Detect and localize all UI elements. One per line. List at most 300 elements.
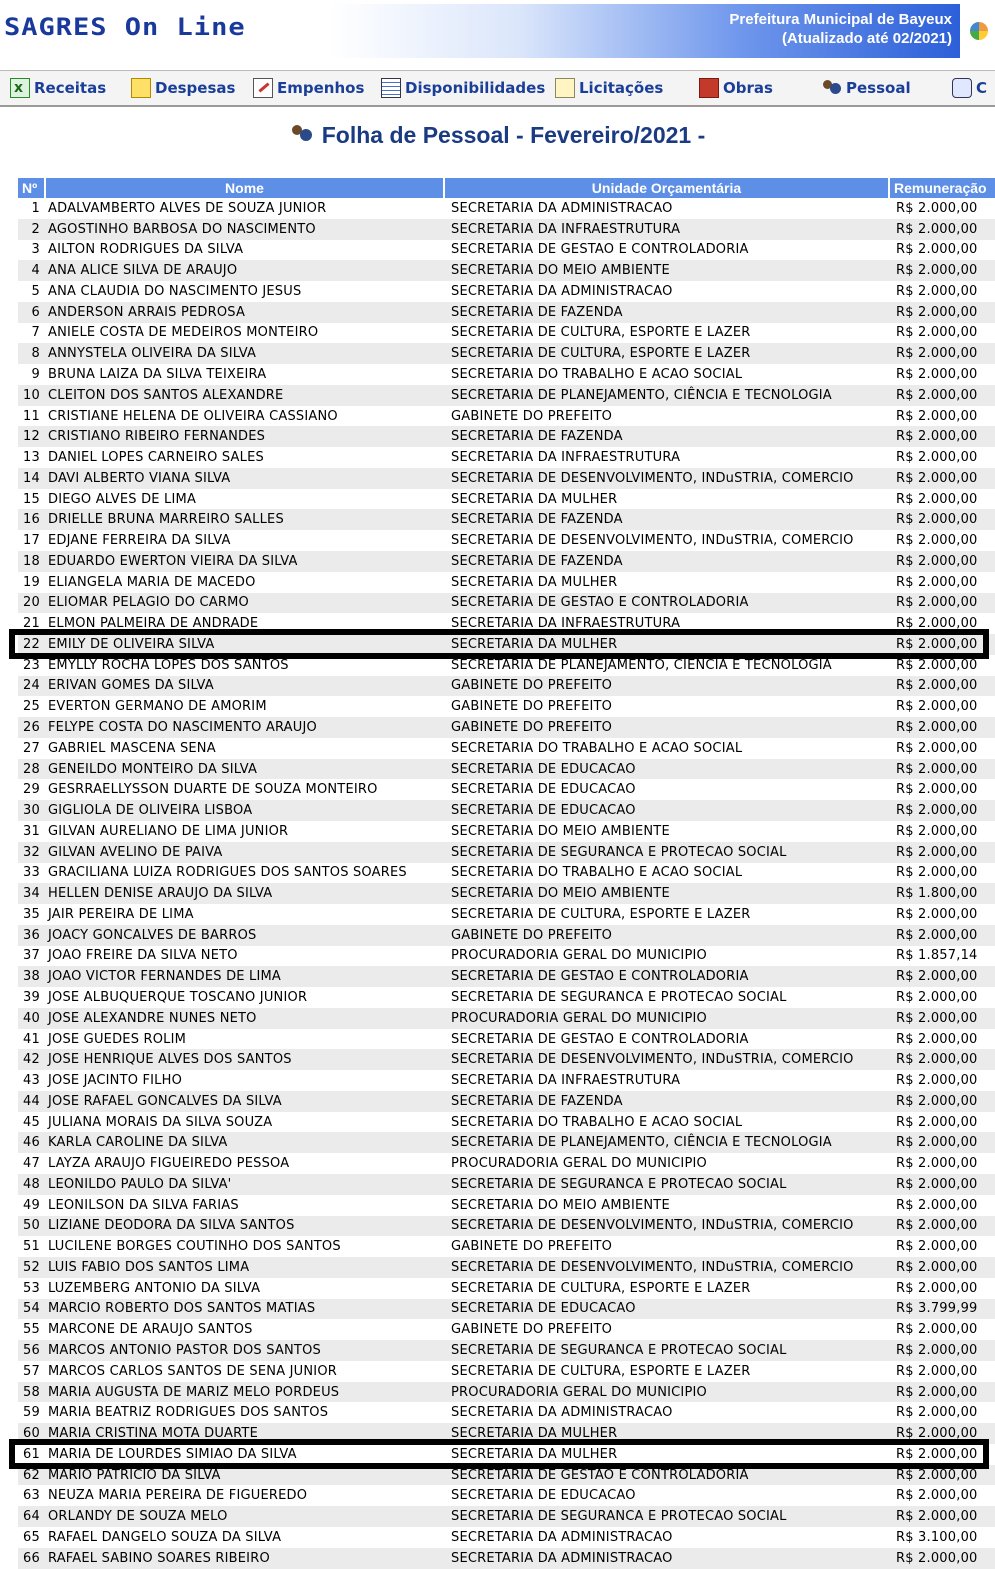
budget-unit: SECRETARIA DO TRABALHO E ACAO SOCIAL — [451, 740, 743, 756]
table-row[interactable] — [18, 738, 995, 759]
salary-value: R$ 2.000,00 — [896, 1031, 978, 1047]
employee-name: JOSE GUEDES ROLIM — [48, 1031, 187, 1047]
employee-name: GILVAN AVELINO DE PAIVA — [46, 842, 445, 863]
licitacoes-icon — [555, 78, 575, 98]
table-row[interactable] — [18, 1216, 995, 1237]
row-number: 39 — [23, 989, 40, 1005]
employee-name: JOSE JACINTO FILHO — [48, 1073, 183, 1089]
table-row[interactable] — [18, 1070, 995, 1091]
table-row[interactable] — [18, 1444, 995, 1465]
table-row[interactable] — [18, 385, 995, 406]
row-number: 65 — [23, 1529, 40, 1545]
table-row[interactable] — [18, 1236, 995, 1257]
row-number: 47 — [23, 1156, 40, 1172]
salary-value: R$ 2.000,00 — [890, 1008, 995, 1029]
menu-empenhos[interactable] — [253, 77, 364, 99]
salary-value: R$ 2.000,00 — [890, 260, 995, 281]
employee-name: MARCONE DE ARAUJO SANTOS — [48, 1322, 253, 1338]
budget-unit: SECRETARIA DE GESTAO E CONTROLADORIA — [451, 1031, 749, 1047]
employee-name: RAFAEL DANGELO SOUZA DA SILVA — [48, 1529, 282, 1545]
next-menu-icon — [952, 78, 972, 98]
employee-name: MARIA CRISTINA MOTA DUARTE — [46, 1423, 445, 1444]
row-number: 4 — [18, 260, 46, 281]
table-row[interactable] — [18, 219, 995, 240]
table-row[interactable] — [18, 1423, 995, 1444]
table-row[interactable] — [18, 1112, 995, 1133]
salary-value: R$ 2.000,00 — [896, 1322, 978, 1338]
employee-name: ANNYSTELA OLIVEIRA DA SILVA — [46, 343, 445, 364]
salary-value: R$ 1.800,00 — [890, 883, 995, 904]
salary-value: R$ 3.100,00 — [896, 1529, 978, 1545]
table-row[interactable] — [18, 509, 995, 530]
table-row[interactable] — [18, 842, 995, 863]
table-row[interactable] — [18, 240, 995, 261]
salary-value: R$ 2.000,00 — [896, 533, 978, 549]
empenhos-icon — [253, 78, 273, 98]
employee-name: JOSE RAFAEL GONCALVES DA SILVA — [46, 1091, 445, 1112]
salary-value: R$ 2.000,00 — [890, 509, 995, 530]
table-row[interactable] — [18, 1465, 995, 1486]
employee-name: DAVI ALBERTO VIANA SILVA — [46, 468, 445, 489]
table-row[interactable] — [18, 198, 995, 219]
budget-unit: SECRETARIA DE CULTURA, ESPORTE E LAZER — [451, 906, 751, 922]
salary-value: R$ 2.000,00 — [896, 574, 978, 590]
row-number: 24 — [18, 676, 46, 697]
budget-unit: SECRETARIA DE SEGURANCA E PROTECAO SOCIAL — [445, 1506, 890, 1527]
menu-despesas[interactable] — [131, 77, 235, 99]
employee-name: LEONILDO PAULO DA SILVA' — [46, 1174, 445, 1195]
budget-unit: SECRETARIA DE SEGURANCA E PROTECAO SOCIAL — [445, 842, 890, 863]
table-row[interactable] — [18, 260, 995, 281]
budget-unit: SECRETARIA DO TRABALHO E ACAO SOCIAL — [451, 367, 743, 382]
budget-unit: SECRETARIA DO MEIO AMBIENTE — [445, 883, 890, 904]
salary-value: R$ 2.000,00 — [896, 823, 978, 839]
salary-value: R$ 2.000,00 — [896, 408, 978, 424]
employee-name: ANA ALICE SILVA DE ARAUJO — [46, 260, 445, 281]
salary-value: R$ 2.000,00 — [896, 1488, 978, 1504]
budget-unit: SECRETARIA DO TRABALHO E ACAO SOCIAL — [451, 1114, 743, 1130]
salary-value: R$ 2.000,00 — [896, 283, 978, 299]
employee-name: LIZIANE DEODORA DA SILVA SANTOS — [46, 1216, 445, 1237]
salary-value: R$ 2.000,00 — [896, 1197, 978, 1213]
employee-name: AILTON RODRIGUES DA SILVA — [48, 242, 244, 258]
row-number: 33 — [23, 865, 40, 881]
row-number: 38 — [18, 966, 46, 987]
table-row[interactable] — [18, 406, 995, 427]
salary-value: R$ 2.000,00 — [890, 343, 995, 364]
menu-label: Obras — [723, 79, 773, 97]
row-number: 56 — [18, 1340, 46, 1361]
salary-value: R$ 2.000,00 — [896, 491, 978, 507]
menu-pessoal[interactable] — [822, 77, 911, 99]
salary-value: R$ 2.000,00 — [890, 1174, 995, 1195]
employee-name: EVERTON GERMANO DE AMORIM — [48, 699, 267, 715]
table-row[interactable] — [18, 634, 995, 655]
employee-name: ELMON PALMEIRA DE ANDRADE — [48, 616, 259, 632]
employee-name: EMYLLY ROCHA LOPES DOS SANTOS — [48, 657, 289, 673]
employee-name: GABRIEL MASCENA SENA — [48, 740, 216, 756]
budget-unit: SECRETARIA DA MULHER — [445, 1423, 890, 1444]
budget-unit: SECRETARIA DE DESENVOLVIMENTO, INDuSTRIA, COMERCIO — [445, 1216, 890, 1237]
salary-value: R$ 2.000,00 — [896, 325, 978, 341]
menu-label: Licitações — [579, 79, 664, 97]
salary-value: R$ 2.000,00 — [896, 782, 978, 798]
budget-unit: SECRETARIA DE SEGURANCA E PROTECAO SOCIAL — [451, 989, 787, 1005]
budget-unit: SECRETARIA DE GESTAO E CONTROLADORIA — [445, 593, 890, 614]
salary-value: R$ 2.000,00 — [896, 865, 978, 881]
row-number: 30 — [18, 800, 46, 821]
obras-icon — [699, 78, 719, 98]
salary-value: R$ 2.000,00 — [890, 551, 995, 572]
row-number: 48 — [18, 1174, 46, 1195]
table-row[interactable] — [18, 800, 995, 821]
salary-value: R$ 1.857,14 — [896, 948, 978, 964]
budget-unit: SECRETARIA DE FAZENDA — [445, 509, 890, 530]
employee-name: DRIELLE BRUNA MARREIRO SALLES — [46, 509, 445, 530]
budget-unit: SECRETARIA DA MULHER — [451, 1446, 618, 1462]
salary-value: R$ 2.000,00 — [890, 759, 995, 780]
row-number: 5 — [31, 283, 40, 299]
table-row[interactable] — [18, 302, 995, 323]
salary-value: R$ 2.000,00 — [890, 634, 995, 655]
table-row[interactable] — [18, 1361, 995, 1382]
budget-unit: GABINETE DO PREFEITO — [451, 408, 613, 424]
menu-obras[interactable] — [699, 77, 773, 99]
payroll-table — [18, 178, 995, 1569]
table-row[interactable] — [18, 925, 995, 946]
people-icon — [290, 125, 314, 145]
table-row[interactable] — [18, 1195, 995, 1216]
table-row[interactable] — [18, 1132, 995, 1153]
employee-name: ADALVAMBERTO ALVES DE SOUZA JUNIOR — [48, 200, 327, 216]
menu-receitas[interactable] — [10, 77, 106, 99]
budget-unit: GABINETE DO PREFEITO — [445, 717, 890, 738]
employee-name: LUIS FABIO DOS SANTOS LIMA — [46, 1257, 445, 1278]
table-row[interactable] — [18, 1548, 995, 1569]
employee-name: MARIO PATRICIO DA SILVA — [46, 1465, 445, 1486]
banner-title: Prefeitura Municipal de Bayeux — [729, 11, 952, 28]
salary-value: R$ 2.000,00 — [896, 657, 978, 673]
browser-corner-icon[interactable] — [970, 22, 988, 40]
budget-unit: SECRETARIA DE FAZENDA — [445, 302, 890, 323]
salary-value: R$ 2.000,00 — [890, 593, 995, 614]
table-row[interactable] — [18, 696, 995, 717]
budget-unit: SECRETARIA DE EDUCACAO — [445, 759, 890, 780]
row-number: 15 — [23, 491, 40, 507]
employee-name: FELYPE COSTA DO NASCIMENTO ARAUJO — [46, 717, 445, 738]
page-title-text: Folha de Pessoal - Fevereiro/2021 - — [321, 122, 706, 148]
table-row[interactable] — [18, 779, 995, 800]
employee-name: GIGLIOLA DE OLIVEIRA LISBOA — [46, 800, 445, 821]
salary-value: R$ 2.000,00 — [896, 1114, 978, 1130]
table-row[interactable] — [18, 1049, 995, 1070]
salary-value: R$ 2.000,00 — [896, 242, 978, 258]
table-row[interactable] — [18, 1485, 995, 1506]
table-row[interactable] — [18, 1340, 995, 1361]
banner-updated: (Atualizado até 02/2021) — [781, 30, 952, 47]
row-number: 3 — [31, 242, 40, 258]
table-row[interactable] — [18, 593, 995, 614]
budget-unit: SECRETARIA DE FAZENDA — [445, 551, 890, 572]
salary-value: R$ 2.000,00 — [896, 1239, 978, 1255]
employee-name: CLEITON DOS SANTOS ALEXANDRE — [46, 385, 445, 406]
row-number: 16 — [18, 509, 46, 530]
menu-more[interactable] — [952, 77, 987, 99]
budget-unit: SECRETARIA DE SEGURANCA E PROTECAO SOCIAL — [445, 1174, 890, 1195]
employee-name: ANIELE COSTA DE MEDEIROS MONTEIRO — [48, 325, 319, 341]
salary-value: R$ 3.799,99 — [890, 1299, 995, 1320]
row-number: 58 — [18, 1382, 46, 1403]
col-header-unidade[interactable]: Unidade Orçamentária — [445, 178, 890, 198]
employee-name: DIEGO ALVES DE LIMA — [48, 491, 197, 507]
site-header — [0, 0, 995, 66]
row-number: 53 — [23, 1280, 40, 1296]
row-number: 26 — [18, 717, 46, 738]
table-row[interactable] — [18, 1527, 995, 1548]
salary-value: R$ 2.000,00 — [890, 1132, 995, 1153]
budget-unit: SECRETARIA DE EDUCACAO — [451, 1488, 636, 1504]
salary-value: R$ 2.000,00 — [890, 1091, 995, 1112]
table-header-row — [18, 178, 995, 198]
row-number: 27 — [23, 740, 40, 756]
budget-unit: GABINETE DO PREFEITO — [451, 699, 613, 715]
row-number: 32 — [18, 842, 46, 863]
row-number: 42 — [18, 1049, 46, 1070]
table-row[interactable] — [18, 364, 995, 385]
table-row[interactable] — [18, 821, 995, 842]
budget-unit: SECRETARIA DA ADMINISTRACAO — [445, 1548, 890, 1569]
row-number: 45 — [23, 1114, 40, 1130]
table-row[interactable] — [18, 426, 995, 447]
employee-name: MARIA AUGUSTA DE MARIZ MELO PORDEUS — [46, 1382, 445, 1403]
employee-name: CRISTIANO RIBEIRO FERNANDES — [46, 426, 445, 447]
row-number: 7 — [31, 325, 40, 341]
table-row[interactable] — [18, 1402, 995, 1423]
row-number: 23 — [23, 657, 40, 673]
employee-name: ERIVAN GOMES DA SILVA — [46, 676, 445, 697]
row-number: 61 — [23, 1446, 40, 1462]
table-row[interactable] — [18, 1153, 995, 1174]
row-number: 62 — [18, 1465, 46, 1486]
disponibilidades-icon — [381, 78, 401, 98]
table-row[interactable] — [18, 530, 995, 551]
table-row[interactable] — [18, 1299, 995, 1320]
employee-name: GENEILDO MONTEIRO DA SILVA — [46, 759, 445, 780]
budget-unit: SECRETARIA DO MEIO AMBIENTE — [451, 823, 670, 839]
salary-value: R$ 2.000,00 — [896, 1156, 978, 1172]
row-number: 8 — [18, 343, 46, 364]
salary-value: R$ 2.000,00 — [890, 800, 995, 821]
budget-unit: SECRETARIA DA ADMINISTRACAO — [451, 200, 673, 216]
employee-name: JOACY GONCALVES DE BARROS — [46, 925, 445, 946]
salary-value: R$ 2.000,00 — [890, 1340, 995, 1361]
budget-unit: SECRETARIA DA INFRAESTRUTURA — [451, 450, 681, 466]
employee-name: ANDERSON ARRAIS PEDROSA — [46, 302, 445, 323]
employee-name: DANIEL LOPES CARNEIRO SALES — [48, 450, 264, 466]
budget-unit: SECRETARIA DO TRABALHO E ACAO SOCIAL — [451, 865, 743, 881]
employee-name: RAFAEL SABINO SOARES RIBEIRO — [46, 1548, 445, 1569]
menu-label: C — [976, 79, 988, 97]
employee-name: JAIR PEREIRA DE LIMA — [48, 906, 194, 922]
row-number: 57 — [23, 1363, 40, 1379]
row-number: 55 — [23, 1322, 40, 1338]
budget-unit: SECRETARIA DE PLANEJAMENTO, CIÊNCIA E TECNOLOGIA — [445, 1132, 890, 1153]
employee-name: JOAO FREIRE DA SILVA NETO — [48, 948, 238, 964]
row-number: 21 — [23, 616, 40, 632]
budget-unit: SECRETARIA DO MEIO AMBIENTE — [451, 1197, 670, 1213]
row-number: 35 — [23, 906, 40, 922]
receitas-icon: x — [10, 78, 30, 98]
row-number: 37 — [23, 948, 40, 964]
employee-name: AGOSTINHO BARBOSA DO NASCIMENTO — [46, 219, 445, 240]
salary-value: R$ 2.000,00 — [896, 989, 978, 1005]
pessoal-icon — [822, 78, 842, 98]
employee-name: CRISTIANE HELENA DE OLIVEIRA CASSIANO — [48, 408, 338, 424]
row-number: 34 — [18, 883, 46, 904]
row-number: 12 — [18, 426, 46, 447]
row-number: 1 — [31, 200, 40, 216]
salary-value: R$ 2.000,00 — [890, 1049, 995, 1070]
employee-name: HELLEN DENISE ARAUJO DA SILVA — [46, 883, 445, 904]
salary-value: R$ 2.000,00 — [896, 699, 978, 715]
employee-name: MARCOS ANTONIO PASTOR DOS SANTOS — [46, 1340, 445, 1361]
row-number: 36 — [18, 925, 46, 946]
budget-unit: GABINETE DO PREFEITO — [445, 676, 890, 697]
budget-unit: PROCURADORIA GERAL DO MUNICIPIO — [445, 1008, 890, 1029]
table-row[interactable] — [18, 1091, 995, 1112]
row-number: 54 — [18, 1299, 46, 1320]
budget-unit: SECRETARIA DA ADMINISTRACAO — [451, 1405, 673, 1421]
employee-name: MARIA DE LOURDES SIMIAO DA SILVA — [48, 1446, 297, 1462]
table-row[interactable] — [18, 1506, 995, 1527]
table-row[interactable] — [18, 946, 995, 967]
table-row[interactable] — [18, 987, 995, 1008]
row-number: 59 — [23, 1405, 40, 1421]
table-row[interactable] — [18, 343, 995, 364]
table-row[interactable] — [18, 676, 995, 697]
table-row[interactable] — [18, 613, 995, 634]
row-number: 64 — [18, 1506, 46, 1527]
employee-name: JOSE HENRIQUE ALVES DOS SANTOS — [46, 1049, 445, 1070]
col-header-nome[interactable]: Nome — [46, 178, 445, 198]
budget-unit: SECRETARIA DE DESENVOLVIMENTO, INDuSTRIA, COMERCIO — [445, 468, 890, 489]
budget-unit: PROCURADORIA GERAL DO MUNICIPIO — [451, 1156, 707, 1172]
table-row[interactable] — [18, 1174, 995, 1195]
salary-value: R$ 2.000,00 — [896, 1073, 978, 1089]
employee-name: LUZEMBERG ANTONIO DA SILVA — [48, 1280, 261, 1296]
employee-name: GRACILIANA LUIZA RODRIGUES DOS SANTOS SOARES — [48, 865, 407, 881]
table-row[interactable] — [18, 655, 995, 676]
employee-name: ORLANDY DE SOUZA MELO — [46, 1506, 445, 1527]
row-number: 10 — [18, 385, 46, 406]
budget-unit: SECRETARIA DE CULTURA, ESPORTE E LAZER — [451, 325, 751, 341]
table-row[interactable] — [18, 1319, 995, 1340]
employee-name: JOSE ALEXANDRE NUNES NETO — [46, 1008, 445, 1029]
table-row[interactable] — [18, 759, 995, 780]
row-number: 44 — [18, 1091, 46, 1112]
row-number: 20 — [18, 593, 46, 614]
salary-value: R$ 2.000,00 — [890, 966, 995, 987]
row-number: 46 — [18, 1132, 46, 1153]
despesas-icon — [131, 78, 151, 98]
salary-value: R$ 2.000,00 — [890, 302, 995, 323]
budget-unit: SECRETARIA DE PLANEJAMENTO, CIÊNCIA E TECNOLOGIA — [451, 657, 832, 673]
budget-unit: SECRETARIA DA ADMINISTRACAO — [451, 283, 673, 299]
table-row[interactable] — [18, 489, 995, 510]
table-row[interactable] — [18, 1029, 995, 1050]
employee-name: ANA CLAUDIA DO NASCIMENTO JESUS — [48, 283, 302, 299]
row-number: 60 — [18, 1423, 46, 1444]
table-row[interactable] — [18, 717, 995, 738]
row-number: 50 — [18, 1216, 46, 1237]
row-number: 13 — [23, 450, 40, 466]
table-row[interactable] — [18, 447, 995, 468]
table-row[interactable] — [18, 966, 995, 987]
col-header-remuneracao[interactable]: Remuneração — [890, 178, 995, 198]
table-row[interactable] — [18, 1257, 995, 1278]
row-number: 31 — [23, 823, 40, 839]
table-row[interactable] — [18, 883, 995, 904]
budget-unit: SECRETARIA DO MEIO AMBIENTE — [445, 260, 890, 281]
salary-value: R$ 2.000,00 — [890, 1423, 995, 1444]
table-row[interactable] — [18, 551, 995, 572]
menu-licitacoes[interactable] — [555, 77, 663, 99]
employee-name: GILVAN AURELIANO DE LIMA JUNIOR — [48, 823, 289, 839]
budget-unit: PROCURADORIA GERAL DO MUNICIPIO — [445, 1382, 890, 1403]
table-row[interactable] — [18, 572, 995, 593]
table-row[interactable] — [18, 904, 995, 925]
table-row[interactable] — [18, 323, 995, 344]
budget-unit: SECRETARIA DE GESTAO E CONTROLADORIA — [451, 242, 749, 258]
employee-name: LEONILSON DA SILVA FARIAS — [48, 1197, 239, 1213]
table-row[interactable] — [18, 1008, 995, 1029]
menu-disponibilidades[interactable] — [381, 77, 545, 99]
table-row[interactable] — [18, 863, 995, 884]
row-number: 63 — [23, 1488, 40, 1504]
salary-value: R$ 2.000,00 — [890, 219, 995, 240]
table-row[interactable] — [18, 281, 995, 302]
sagres-logo[interactable]: SAGRES On Line — [4, 13, 246, 42]
budget-unit: SECRETARIA DA ADMINISTRACAO — [451, 1529, 673, 1545]
row-number: 18 — [18, 551, 46, 572]
budget-unit: SECRETARIA DA INFRAESTRUTURA — [451, 616, 681, 632]
salary-value: R$ 2.000,00 — [890, 1465, 995, 1486]
col-header-numero[interactable]: Nº — [18, 178, 46, 198]
budget-unit: SECRETARIA DE DESENVOLVIMENTO, INDuSTRIA, COMERCIO — [445, 1049, 890, 1070]
table-row[interactable] — [18, 1278, 995, 1299]
row-number: 19 — [23, 574, 40, 590]
table-row[interactable] — [18, 1382, 995, 1403]
salary-value: R$ 2.000,00 — [896, 906, 978, 922]
budget-unit: SECRETARIA DA INFRAESTRUTURA — [451, 1073, 681, 1089]
budget-unit: SECRETARIA DE EDUCACAO — [445, 1299, 890, 1320]
menu-label: Despesas — [155, 79, 236, 97]
table-row[interactable] — [18, 468, 995, 489]
budget-unit: SECRETARIA DE CULTURA, ESPORTE E LAZER — [451, 1280, 751, 1296]
salary-value: R$ 2.000,00 — [890, 717, 995, 738]
budget-unit: SECRETARIA DE EDUCACAO — [445, 800, 890, 821]
row-number: 22 — [18, 634, 46, 655]
employee-name: JULIANA MORAIS DA SILVA SOUZA — [48, 1114, 273, 1130]
budget-unit: SECRETARIA DE CULTURA, ESPORTE E LAZER — [451, 1363, 751, 1379]
employee-name: EMILY DE OLIVEIRA SILVA — [46, 634, 445, 655]
salary-value: R$ 2.000,00 — [896, 1363, 978, 1379]
budget-unit: SECRETARIA DE GESTAO E CONTROLADORIA — [445, 1465, 890, 1486]
salary-value: R$ 2.000,00 — [896, 1446, 978, 1462]
salary-value: R$ 2.000,00 — [896, 200, 978, 216]
employee-name: MARCIO ROBERTO DOS SANTOS MATIAS — [46, 1299, 445, 1320]
row-number: 2 — [18, 219, 46, 240]
